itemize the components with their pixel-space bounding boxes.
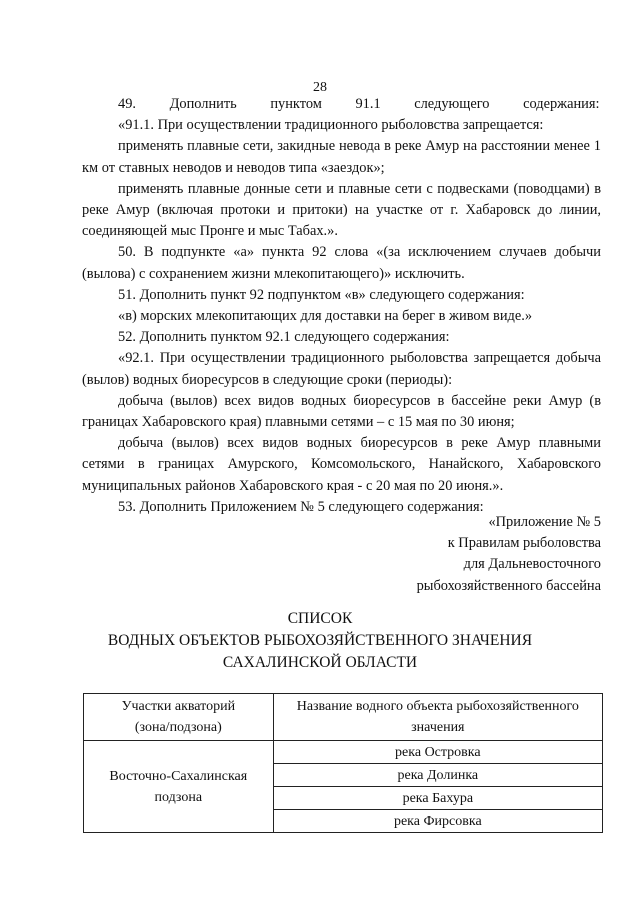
paragraph-nets-ban: применять плавные сети, закидные невода в реке Амур на расстоянии менее 1 км от ставных неводов и неводов типа «заездок»; xyxy=(82,138,601,176)
list-title-line: САХАЛИНСКОЙ ОБЛАСТИ xyxy=(222,654,418,671)
zone-text: подзона xyxy=(154,789,203,805)
paragraph-49: 49. Дополнить пунктом 91.1 следующего содержания: xyxy=(118,96,600,112)
table-header-cell xyxy=(84,694,274,741)
water-objects-table xyxy=(83,693,603,833)
paragraph-53: 53. Дополнить Приложением № 5 следующего содержания: xyxy=(118,498,484,515)
zone-text: Восточно-Сахалинская xyxy=(109,768,248,784)
paragraph-50: 50. В подпункте «а» пункта 92 слова «(за исключением случаев добычи (вылова) с сохранением жизни млекопитающего)» исключить. xyxy=(82,244,601,282)
paragraph-92-1: «92.1. При осуществлении традиционного рыболовства запрещается добыча (вылов) водных биоресурсов в следующие сроки (периоды): xyxy=(82,350,601,388)
paragraph-mammals: «в) морских млекопитающих для доставки на берег в живом виде.» xyxy=(118,308,533,325)
table-header-row xyxy=(84,694,603,741)
paragraph-51: 51. Дополнить пункт 92 подпунктом «в» следующего содержания: xyxy=(118,286,525,303)
paragraph-bottom-nets: применять плавные донные сети и плавные сети с подвесками (поводцами) в реке Амур (включая протоки и притоки) на участке от г. Хабаровск до линии, соединяющей мыс Пронге и мыс Табах.». xyxy=(82,180,601,240)
header-text: Участки акваторий xyxy=(121,699,236,714)
paragraph-91-1: «91.1. При осуществлении традиционного рыболовства запрещается: xyxy=(118,117,544,134)
table-header-cell xyxy=(273,694,602,741)
appendix-header xyxy=(417,512,601,597)
header-text: значения xyxy=(411,720,465,735)
page-number: 28 xyxy=(313,80,327,95)
river-cell: река Долинка xyxy=(273,764,602,787)
appendix-line: к Правилам рыболовства xyxy=(447,535,601,552)
paragraph-amur-districts: добыча (вылов) всех видов водных биоресурсов в реке Амур плавными сетями в границах Амурского, Комсомольского, Нанайского, Хабаровского муниципальных районов Хабаровского края - с 20 мая по 20 июня.». xyxy=(82,435,601,494)
river-cell: река Фирсовка xyxy=(273,810,602,833)
zone-cell xyxy=(84,741,274,833)
table-row xyxy=(84,741,603,764)
appendix-line: для Дальневосточного xyxy=(463,556,601,573)
header-text: Название водного объекта рыбохозяйственного xyxy=(296,699,579,714)
appendix-line: «Приложение № 5 xyxy=(488,514,601,530)
river-cell: река Островка xyxy=(273,741,602,764)
paragraph-52: 52. Дополнить пунктом 92.1 следующего содержания: xyxy=(118,329,450,346)
list-title xyxy=(0,608,640,674)
paragraph-amur-basin: добыча (вылов) всех видов водных биоресурсов в бассейне реки Амур (в границах Хабаровского края) плавными сетями – с 15 мая по 30 июня; xyxy=(82,392,601,431)
document-body xyxy=(82,94,601,518)
river-cell: река Бахура xyxy=(273,787,602,810)
list-title-line: СПИСОК xyxy=(287,610,353,627)
list-title-line: ВОДНЫХ ОБЪЕКТОВ РЫБОХОЗЯЙСТВЕННОГО ЗНАЧЕНИЯ xyxy=(107,632,533,649)
header-text: (зона/подзона) xyxy=(134,720,222,735)
appendix-line: рыбохозяйственного бассейна xyxy=(416,577,601,594)
